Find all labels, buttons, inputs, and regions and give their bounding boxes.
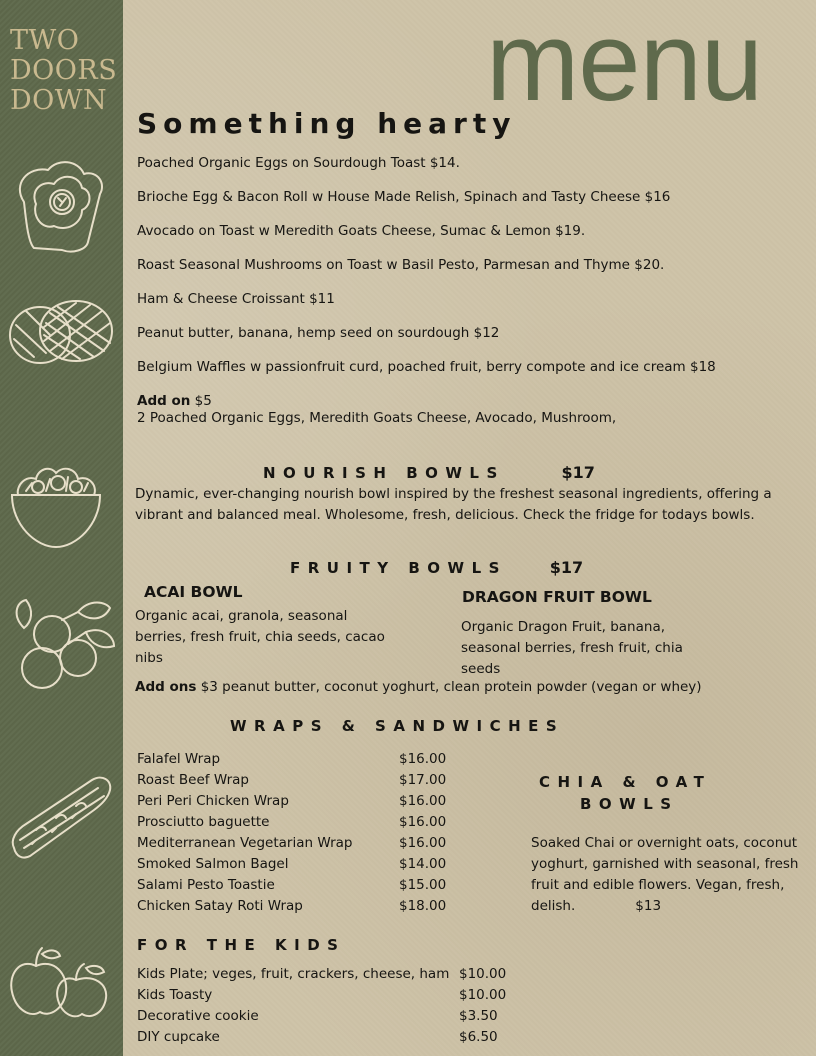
hearty-item: Brioche Egg & Bacon Roll w House Made Relish, Spinach and Tasty Cheese $16	[137, 189, 671, 205]
list-item: Peri Peri Chicken Wrap $16.00	[137, 793, 447, 809]
list-item: Kids Toasty $10.00	[137, 987, 507, 1003]
waffles-icon	[6, 295, 118, 370]
hearty-item: Belgium Waffles w passionfruit curd, poached fruit, berry compote and ice cream $18	[137, 359, 716, 375]
brand-line-1: TWO	[10, 25, 80, 56]
chia-section-title-line-1: CHIA & OAT	[539, 773, 712, 791]
addon-items: 2 Poached Organic Eggs, Meredith Goats Cheese, Avocado, Mushroom,	[137, 410, 617, 426]
list-item: Roast Beef Wrap $17.00	[137, 772, 447, 788]
list-item: Smoked Salmon Bagel $14.00	[137, 856, 447, 872]
brand-logo	[10, 26, 130, 116]
fruit-branch-icon	[6, 592, 118, 702]
chia-price: $13	[635, 898, 662, 914]
acai-bowl-description: Organic acai, granola, seasonal berries, fresh fruit, chia seeds, cacao nibs	[135, 608, 385, 666]
hearty-addon	[137, 393, 616, 427]
hearty-section-title: Something hearty	[137, 107, 517, 140]
chia-section-title-line-2: BOWLS	[580, 795, 679, 813]
list-item: Falafel Wrap $16.00	[137, 751, 447, 767]
hearty-item: Ham & Cheese Croissant $11	[137, 291, 335, 307]
list-item: Chicken Satay Roti Wrap $18.00	[137, 898, 447, 914]
apples-icon	[6, 942, 116, 1022]
kids-section-title: FOR THE KIDS	[137, 936, 346, 954]
nourish-description: Dynamic, ever-changing nourish bowl inspired by the freshest seasonal ingredients, offering a vibrant and balanced meal. Wholesome, fresh, delicious. Check the fridge for todays bowls.	[135, 486, 772, 523]
list-item: Kids Plate; veges, fruit, crackers, cheese, ham $10.00	[137, 966, 507, 982]
list-item: Mediterranean Vegetarian Wrap $16.00	[137, 835, 447, 851]
fruity-title: FRUITY BOWLS	[290, 559, 507, 577]
fruity-addons	[135, 679, 702, 695]
dragon-fruit-bowl-title: DRAGON FRUIT BOWL	[462, 588, 652, 606]
hearty-item: Avocado on Toast w Meredith Goats Cheese, Sumac & Lemon $19.	[137, 223, 586, 239]
hearty-item: Poached Organic Eggs on Sourdough Toast $14.	[137, 155, 460, 171]
fruity-section-title	[290, 558, 583, 577]
menu-title: menu	[486, 0, 763, 124]
list-item: Salami Pesto Toastie $15.00	[137, 877, 447, 893]
fried-egg-toast-icon	[6, 150, 116, 260]
chia-description-text: Soaked Chai or overnight oats, coconut yoghurt, garnished with seasonal, fresh fruit and edible flowers. Vegan, fresh, delish.	[531, 835, 799, 914]
nourish-section-title	[263, 463, 595, 482]
wraps-list	[137, 749, 457, 917]
list-item: Decorative cookie $3.50	[137, 1008, 498, 1024]
fruity-price: $17	[549, 558, 584, 577]
nourish-price: $17	[561, 463, 595, 482]
nourish-title: NOURISH BOWLS	[263, 464, 505, 482]
acai-bowl-title: ACAI BOWL	[144, 583, 243, 601]
sidebar-panel	[0, 0, 123, 1056]
fruity-addons-text: $3 peanut butter, coconut yoghurt, clean protein powder (vegan or whey)	[200, 679, 702, 695]
dragon-fruit-bowl-description: Organic Dragon Fruit, banana, seasonal berries, fresh fruit, chia seeds	[461, 619, 683, 677]
list-item: DIY cupcake $6.50	[137, 1029, 498, 1045]
salad-bowl-icon	[6, 455, 106, 555]
brand-line-3: DOWN	[10, 85, 108, 116]
hearty-item: Peanut butter, banana, hemp seed on sourdough $12	[137, 325, 500, 341]
kids-list	[137, 964, 517, 1048]
chia-description	[531, 833, 813, 917]
wraps-section-title: WRAPS & SANDWICHES	[230, 717, 565, 735]
addon-price: $5	[194, 393, 212, 409]
fruity-addons-label: Add ons	[135, 679, 197, 695]
list-item: Prosciutto baguette $16.00	[137, 814, 447, 830]
brand-line-2: DOORS	[10, 55, 118, 86]
hearty-item: Roast Seasonal Mushrooms on Toast w Basil Pesto, Parmesan and Thyme $20.	[137, 257, 665, 273]
baguette-sandwich-icon	[6, 770, 116, 865]
addon-label: Add on	[137, 393, 191, 409]
